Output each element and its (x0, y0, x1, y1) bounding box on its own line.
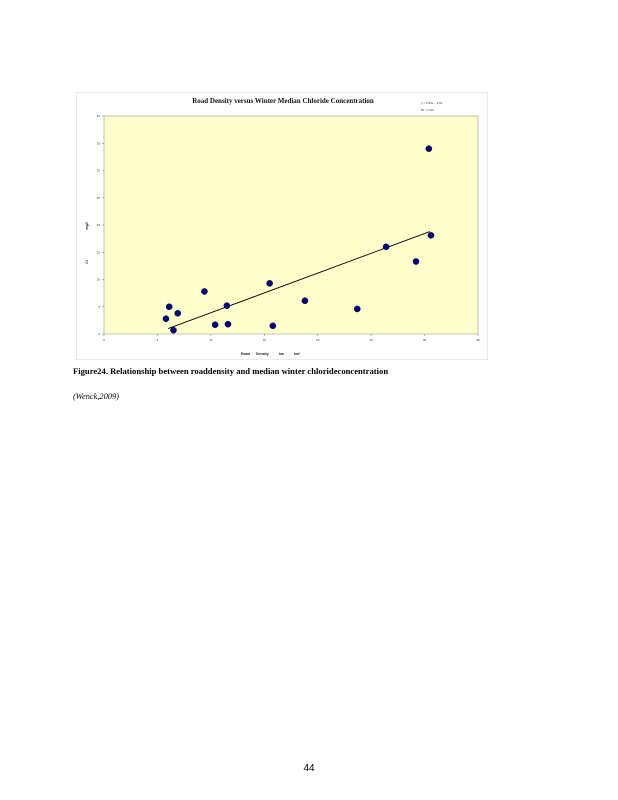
y-tick-label: 30 (96, 168, 100, 173)
x-axis-title-part-4: km² (294, 352, 301, 356)
data-point (225, 321, 231, 327)
data-point (170, 327, 176, 333)
y-axis-title-mg: mg/l (85, 222, 89, 230)
x-tick-label: 25 (369, 338, 373, 342)
x-tick-label: 35 (476, 338, 480, 342)
data-point (212, 322, 218, 328)
x-tick-label: 5 (156, 338, 159, 342)
y-tick-label: 40 (96, 114, 100, 118)
data-point (428, 232, 434, 238)
y-tick-label: 15 (96, 250, 100, 255)
y-tick-label: 35 (96, 141, 100, 146)
data-point (426, 146, 432, 152)
chart-svg (76, 92, 488, 360)
x-tick-label: 0 (103, 338, 105, 342)
figure-caption: Figure24. Relationship between roaddensity and median winter chlorideconcentration (73, 366, 389, 376)
y-axis-title-chloride: Cl (85, 260, 89, 264)
data-point (267, 280, 273, 286)
y-tick-label: 5 (98, 304, 100, 309)
data-point (166, 304, 172, 310)
data-point (201, 288, 207, 294)
x-axis-title-part-3: km (279, 352, 285, 356)
y-tick-label: 20 (96, 223, 100, 227)
x-tick-label: 15 (262, 338, 266, 342)
legend-r2-text: R² = 0.60 (421, 108, 434, 112)
page-number: 44 (303, 763, 315, 774)
x-axis-title-part-1: Road (241, 352, 250, 356)
chart (76, 92, 488, 360)
data-point (413, 258, 419, 264)
x-tick-label: 10 (209, 338, 213, 342)
y-tick-label: 0 (98, 332, 100, 336)
y-tick-label: 25 (96, 195, 100, 200)
data-point (163, 316, 169, 322)
x-tick-label: 30 (422, 338, 427, 342)
x-axis-title-part-2: Density (256, 352, 269, 356)
legend-equation-text: y = 0.69x − 3.61 (421, 101, 443, 105)
data-point (302, 298, 308, 304)
chart-title: Road Density versus Winter Median Chloride Concentration (192, 97, 374, 105)
x-tick-label: 20 (316, 338, 320, 342)
plot-area (104, 116, 478, 334)
data-point (224, 303, 230, 309)
data-point (354, 306, 360, 312)
y-tick-label: 10 (96, 277, 100, 282)
data-point (175, 310, 181, 316)
data-point (383, 244, 389, 250)
data-point (270, 323, 276, 329)
figure-source: (Wenck,2009) (73, 392, 119, 401)
